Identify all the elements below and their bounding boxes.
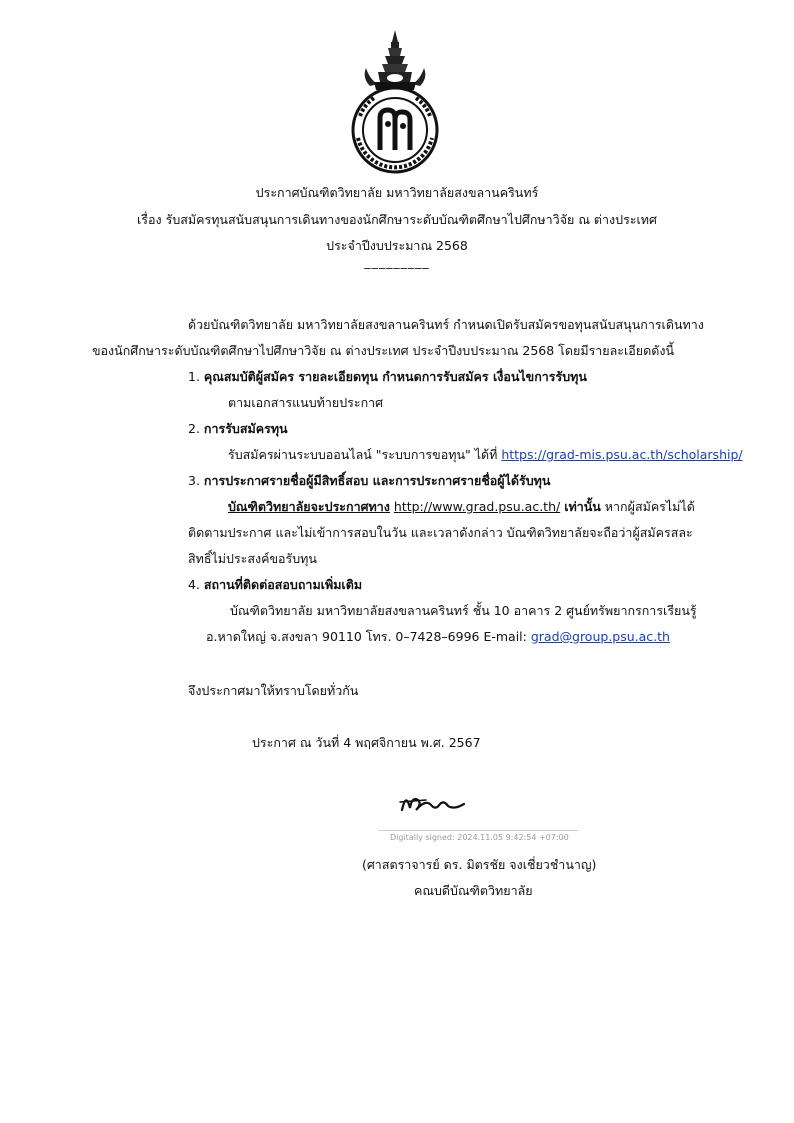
fiscal-year-line: ประจำปีงบประมาณ 2568: [326, 238, 468, 253]
item-2-body: [228, 445, 743, 465]
item-1-title: คุณสมบัติผู้สมัคร รายละเอียดทุน กำหนดการรับสมัคร เงื่อนไขการรับทุน: [203, 369, 587, 384]
item-3-tail: หากผู้สมัครไม่ได้: [600, 499, 695, 514]
signatory-position: คณบดีบัณฑิตวิทยาลัย: [414, 883, 533, 898]
item-1-number: 1.: [188, 369, 200, 384]
item-2-title: การรับสมัครทุน: [203, 421, 288, 436]
item-2-body-text: รับสมัครผ่านระบบออนไลน์ "ระบบการขอทุน" ได้ที่: [228, 447, 502, 462]
item-2-heading: [188, 419, 288, 439]
grad-website-link[interactable]: http://www.grad.psu.ac.th/: [393, 499, 561, 514]
item-1-body: ตามเอกสารแนบท้ายประกาศ: [228, 395, 384, 410]
item-3-line-2: ติดตามประกาศ และไม่เข้าการสอบในวัน และเวลาดังกล่าว บัณฑิตวิทยาลัยจะถือว่าผู้สมัครสละ: [188, 525, 693, 540]
item-1-heading: [188, 367, 587, 387]
intro-line-2: ของนักศึกษาระดับบัณฑิตศึกษาไปศึกษาวิจัย ณ ต่างประเทศ ประจำปีงบประมาณ 2568 โดยมีรายละเอียดดังนี้: [92, 343, 674, 358]
item-4-title: สถานที่ติดต่อสอบถามเพิ่มเติม: [203, 577, 363, 592]
item-3-title: การประกาศรายชื่อผู้มีสิทธิ์สอบ และการประกาศรายชื่อผู้ได้รับทุน: [203, 473, 551, 488]
scholarship-system-link[interactable]: https://grad-mis.psu.ac.th/scholarship/: [501, 447, 743, 462]
digital-signature-stamp: Digitally signed: 2024.11.05 9:42:54 +07:00: [390, 833, 569, 842]
item-3-number: 3.: [188, 473, 200, 488]
university-seal-logo: [340, 28, 450, 178]
item-3-emphasis: เท่านั้น: [564, 499, 601, 514]
handwritten-signature: [396, 788, 468, 818]
announcement-date: ประกาศ ณ วันที่ 4 พฤศจิกายน พ.ศ. 2567: [252, 735, 481, 750]
item-3-line-3: สิทธิ์ไม่ประสงค์ขอรับทุน: [188, 551, 317, 566]
contact-address: อ.หาดใหญ่ จ.สงขลา 90110 โทร. 0–7428–6996 E-mail:: [206, 629, 531, 644]
item-3-lead: บัณฑิตวิทยาลัยจะประกาศทาง: [228, 499, 390, 514]
closing-statement: จึงประกาศมาให้ทราบโดยทั่วกัน: [188, 683, 359, 698]
announcement-org-line: ประกาศบัณฑิตวิทยาลัย มหาวิทยาลัยสงขลานครินทร์: [255, 185, 539, 200]
contact-email-link[interactable]: grad@group.psu.ac.th: [530, 629, 670, 644]
item-4-line-1: บัณฑิตวิทยาลัย มหาวิทยาลัยสงขลานครินทร์ ชั้น 10 อาคาร 2 ศูนย์ทรัพยากรการเรียนรู้: [230, 603, 697, 618]
item-2-number: 2.: [188, 421, 200, 436]
intro-line-1: ด้วยบัณฑิตวิทยาลัย มหาวิทยาลัยสงขลานครินทร์ กำหนดเปิดรับสมัครขอทุนสนับสนุนการเดินทาง: [188, 317, 704, 332]
signature-divider: [378, 830, 578, 831]
item-4-number: 4.: [188, 577, 200, 592]
header-rule: _________: [364, 254, 430, 269]
item-3-line-1: [228, 497, 695, 517]
item-4-heading: [188, 575, 362, 595]
announcement-subject-line: เรื่อง รับสมัครทุนสนับสนุนการเดินทางของนักศึกษาระดับบัณฑิตศึกษาไปศึกษาวิจัย ณ ต่างประเทศ: [137, 212, 657, 227]
item-4-line-2: [206, 627, 670, 647]
signatory-name: (ศาสตราจารย์ ดร. มิตรชัย จงเชี่ยวชำนาญ): [362, 857, 597, 872]
item-3-heading: [188, 471, 550, 491]
